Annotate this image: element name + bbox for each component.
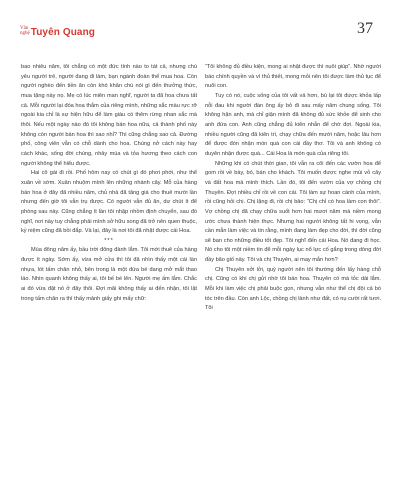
paragraph: bao nhiêu năm, tôi chẳng có một đức tính nào to tát cả, nhưng chú yêu người trẻ, người đang đi làm, bạn ngành đoàn thể mua hoa. Còn người nghèo đến tiền ăn còn khó khăn chú nói gì đến thưởng thức, mua tặng này nọ. Mẹ có lúc miên man nghĩ, người ta đã hoa chưa tất cả. Mỗi người lại đóa hoa thắm của riêng mình, những sắc màu rực rỡ ngoài kia chỉ là sự hiện hữu để làm giàu có thêm rừng nhan sắc mà thôi. Nếu một ngày nào đó tôi không bán hoa nữa, cả thành phố này không còn người bán hoa thì sao nhỉ? Thì cũng chẳng sao cả. Đường phố, công viên vẫn có chỗ dành cho hoa. Chúng nở cách này hay cách khác, sống đời chúng, nhảy múa và tỏa hương theo cách con người không thể hiểu được. <box>21 64 197 167</box>
paragraph: Chị Thuyên xởi lởi, quý người nên tôi thường đến lấy hàng chỗ chị. Cũng có khi chị gửi nhờ tôi bán hoa. Thuyên có mà tỏc dài lắm. Mỗi khi làm việc chị phải buộc gọn, nhưng vẫn như thể chị đội cả bó tóc trên đầu. Còn anh Lộc, chồng chị lành như đất, có nụ cười rất tươi. Tôi <box>205 266 381 312</box>
magazine-logo <box>20 26 95 38</box>
paragraph: Mùa đông năm ấy, bầu trời đông đành lắm. Tôi mới thuê của hàng được ít ngày. Sớm ấy, vừa mở cửa thì tôi đã nhìn thấy một cái làn nhựa, lót tấm chăn nhỏ, bên trong là một đứa bé đang mở mắt thao láo. Nhìn quanh không thấy ai, tôi bế bé lên. Người mẹ ấm lắm. Chắc ai đó vừa đặt nó ở đây thôi. Đợi mãi không thấy ai đến nhận, tôi lật trong tấm chăn ra thì thấy mảnh giấy ghi mấy chữ: <box>21 247 197 302</box>
paragraph: Hai cô gái đi rồi. Phố hôm nay có chút gì đó phơi phới, như thể xuân về sớm. Xuân nhuộm mình lên những nhánh cây. Mỗ của hàng bán hoa ở đây đã nhiều năm, chủ nhà đã tăng giá cho thuê mười lần nhưng đến giờ tôi vẫn trụ được. Có người vẫn đủ ăn, dư chút ít để phòng sau này. Cũng chẳng ít lần tôi nhập nhồm định chuyển, sau đó nghĩ, nơi này tuy chẳng phải mình sở hữu song đã trở nên quen thuộc, kỷ niệm cũng đã bồi đắp. Và lại, đây là nơi tôi đã nhặt được cái Hoa. <box>21 170 197 235</box>
logo-title: Tuyên Quang <box>30 27 95 38</box>
section-separator: *** <box>104 237 114 244</box>
page-number: 37 <box>357 20 373 37</box>
paragraph: Tuy có nó, cuộc sống của tôi vất vả hơn, bù lại tôi được khỏa lấp nỗi đau khi người đàn ông ấy bỏ đi sau mấy năm chung sống. Tôi không hận anh, mà chỉ giận mình đã không đủ sức khỏe để sinh cho anh đứa con. Anh cũng chẳng đủ kiên nhẫn để chờ đợi. Ngoài kia, nhiều người cũng đã kiên trì, chạy chữa đến mười năm, hoặc lâu hơn để được đón nhận món quà con cái đầy thơ. Tôi và anh không có duyên nhận được quà... Cái Hoa là món quà của riêng tôi. <box>205 92 381 157</box>
left-text-column <box>21 63 197 304</box>
paragraph: “Tôi không đủ điều kiện, mong ai nhặt được thì nuôi giúp”. Nhờ người báo chính quyền và vì thủ thiết, mong mỏi nên tôi được làm thủ tục để nuôi con. <box>205 64 381 90</box>
paragraph: Những khi có chút thời gian, tôi vẫn ra cõi đến các vườn hoa để gom rồi về bày, bó, bán cho khách. Tôi muốn được nghe mùi vỏ cây và đất hoa mà mình thích. Lần đó, tôi đến vườn của vợ chồng chị Thuyên. Đợi nhiều chỉ rồi về con cái. Tôi làm sự hoan cành của mình, rồi cũng hỏi chị. Chị lặng đi, rồi chị bảo: “Chị chỉ có hoa làm con thôi”. Vợ chồng chị đã chạy chữa suốt hơn hai mươi năm mà niềm mong ước chưa thành hiện thực. Nhưng hai người không tất hi vọng, vẫn cần mẫn làm việc và tin rằng, mình đang làm đẹp cho đời, thì đời cũng sẽ ban cho những điều tốt đẹp. Tôi nghĩ đến cái Hoa. Nó đang đi học. Nó cho tôi một niềm tin để mỗi ngày lục nổ lực cố gắng trong dòng đời đầy bão giố này. Tôi và chị Thuyên, ai may mắn hơn? <box>205 160 381 264</box>
right-text-column <box>205 63 381 314</box>
logo-small-text: Văn nghệ <box>20 26 30 36</box>
page-header <box>0 0 402 70</box>
